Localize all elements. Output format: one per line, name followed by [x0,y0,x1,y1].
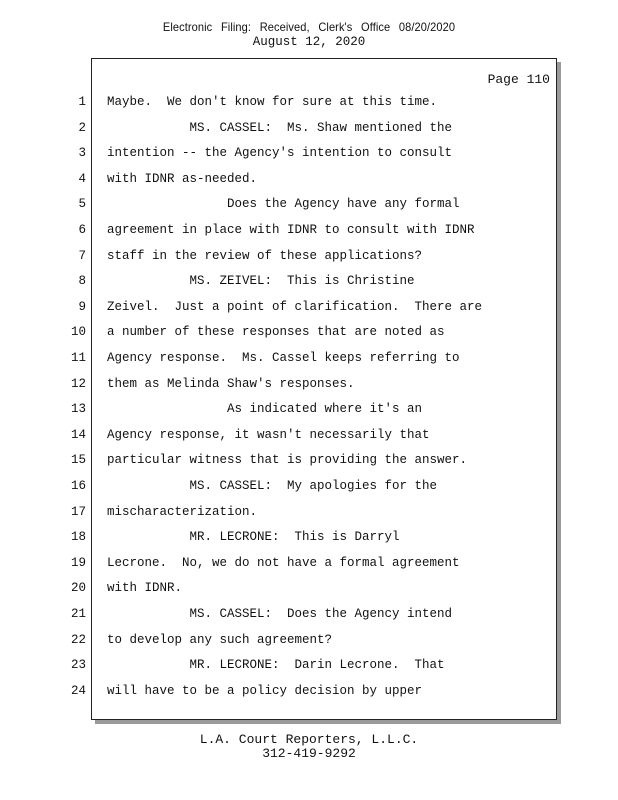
line-number: 19 [70,555,86,570]
line-text: will have to be a policy decision by upper [107,683,423,698]
line-number: 3 [78,146,86,161]
line-number: 4 [78,171,86,186]
line-number: 14 [70,427,86,442]
line-number: 17 [70,504,86,519]
line-text: Zeivel. Just a point of clarification. There are [107,299,483,314]
line-number: 10 [70,325,86,340]
line-number: 8 [78,274,86,289]
line-number: 9 [78,299,86,314]
filing-stamp: Electronic Filing: Received, Clerk's Office 08/20/2020 [162,20,456,34]
line-text: Agency response. Ms. Cassel keeps referring to [107,351,460,365]
line-number: 13 [70,402,86,417]
line-text: particular witness that is providing the answer. [107,453,468,468]
line-text: Does the Agency have any formal [107,197,460,212]
line-text: MS. CASSEL: Ms. Shaw mentioned the [107,120,453,135]
line-text: to develop any such agreement? [107,632,333,647]
line-text: them as Melinda Shaw's responses. [107,376,355,391]
line-number: 23 [70,658,86,673]
line-text: Lecrone. No, we do not have a formal agreement [107,555,460,570]
line-number: 2 [78,120,86,135]
line-number: 20 [70,581,86,596]
line-text: agreement in place with IDNR to consult with IDNR [107,223,475,237]
line-text: with IDNR as-needed. [107,171,258,186]
line-number: 6 [78,223,86,237]
line-number: 21 [70,607,86,621]
line-number: 1 [78,95,86,109]
line-number: 7 [78,248,86,263]
reporter-phone: 312-419-9292 [262,746,356,761]
line-text: Agency response, it wasn't necessarily that [107,427,430,442]
reporter-company: L.A. Court Reporters, L.L.C. [199,732,419,747]
line-text: mischaracterization. [107,504,258,519]
page-number: Page 110 [487,72,550,87]
line-text: MS. CASSEL: Does the Agency intend [107,607,453,621]
line-text: MS. ZEIVEL: This is Christine [107,274,415,289]
line-text: MR. LECRONE: Darin Lecrone. That [107,658,445,673]
line-text: MS. CASSEL: My apologies for the [107,479,438,493]
line-number: 24 [70,683,86,698]
line-number: 11 [70,351,86,365]
line-number: 16 [70,479,86,493]
line-text: a number of these responses that are noted as [107,325,445,340]
line-text: intention -- the Agency's intention to consult [107,146,453,161]
line-number: 22 [70,632,86,647]
line-text: with IDNR. [107,581,183,596]
line-number: 15 [70,453,86,468]
line-text: MR. LECRONE: This is Darryl [107,530,400,545]
line-text: Maybe. We don't know for sure at this time. [107,95,438,109]
hearing-date: August 12, 2020 [252,35,366,49]
line-text: staff in the review of these applications? [107,248,423,263]
line-number: 18 [70,530,86,545]
line-number: 12 [70,376,86,391]
line-number: 5 [78,197,86,212]
line-text: As indicated where it's an [107,402,423,417]
